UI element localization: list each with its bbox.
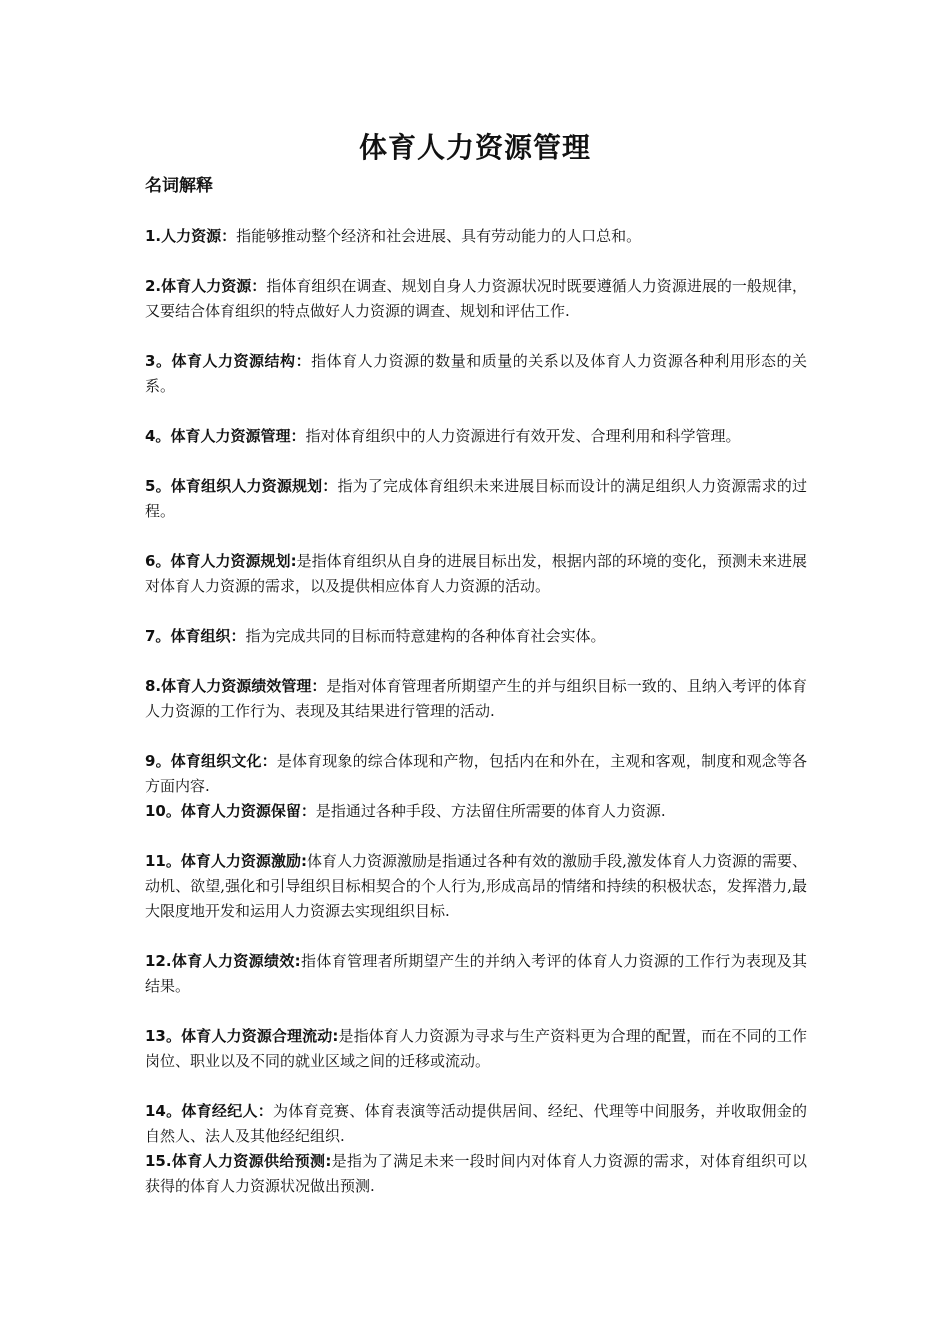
entry-term: 10。体育人力资源保留： [145,802,316,820]
entry-term: 2.体育人力资源： [145,277,267,295]
entry-term: 1.人力资源： [145,227,237,245]
entry-definition: 指体育管理者所期望产生的并纳入考评的体育人力资源的工作行为表现及其结果。 [145,952,807,995]
entry-definition: 是指对体育管理者所期望产生的并与组织目标一致的、且纳入考评的体育人力资源的工作行为、表现及其结果进行管理的活动. [145,677,807,720]
definition-entry-8 [145,674,807,724]
definition-entry-7 [145,624,807,649]
definition-entry-3 [145,349,807,399]
entry-definition: 体育人力资源激励是指通过各种有效的激励手段,激发体育人力资源的需要、动机、欲望,强化和引导组织目标相契合的个人行为,形成高昂的情绪和持续的积极状态，发挥潜力,最大限度地开发和运用人力资源去实现组织目标. [145,852,807,920]
entry-definition: 指能够推动整个经济和社会进展、具有劳动能力的人口总和。 [236,227,642,245]
definition-entry-11 [145,849,807,924]
definition-entry-10 [145,799,807,824]
entry-term: 15.体育人力资源供给预测: [145,1152,332,1170]
entry-definition: 是指为了满足未来一段时间内对体育人力资源的需求，对体育组织可以获得的体育人力资源状况做出预测. [145,1152,807,1195]
entry-term: 5。体育组织人力资源规划： [145,477,338,495]
entry-definition: 指体育人力资源的数量和质量的关系以及体育人力资源各种利用形态的关系。 [145,352,807,395]
entry-term: 3。体育人力资源结构： [145,352,312,370]
definition-entry-14 [145,1099,807,1149]
document-title: 体育人力资源管理 [358,131,591,164]
definition-entry-6 [145,549,807,599]
entry-definition: 是指体育组织从自身的进展目标出发，根据内部的环境的变化，预测未来进展对体育人力资源的需求，以及提供相应体育人力资源的活动。 [145,552,808,595]
entry-term: 8.体育人力资源绩效管理： [145,677,327,695]
entry-term: 9。体育组织文化： [145,752,277,770]
entry-term: 6。体育人力资源规划: [145,552,297,570]
definition-entry-13 [145,1024,807,1074]
entry-definition: 指体育组织在调查、规划自身人力资源状况时既要遵循人力资源进展的一般规律，又要结合体育组织的特点做好人力资源的调查、规划和评估工作. [145,277,807,320]
entry-definition: 指为了完成体育组织未来进展目标而设计的满足组织人力资源需求的过程。 [145,477,807,520]
entry-definition: 指为完成共同的目标而特意建构的各种体育社会实体。 [245,627,606,645]
definition-entry-1 [145,224,807,249]
entry-definition: 指对体育组织中的人力资源进行有效开发、合理利用和科学管理。 [305,427,741,445]
entry-definition: 是指通过各种手段、方法留住所需要的体育人力资源. [315,802,666,820]
definition-entry-4 [145,424,807,449]
entry-term: 13。体育人力资源合理流动: [145,1027,339,1045]
definition-entry-15 [145,1149,807,1199]
entry-definition: 是体育现象的综合体现和产物，包括内在和外在，主观和客观，制度和观念等各方面内容. [145,752,807,795]
entry-term: 14。体育经纪人： [145,1102,273,1120]
definition-entry-2 [145,274,807,324]
entry-definition: 是指体育人力资源为寻求与生产资料更为合理的配置，而在不同的工作岗位、职业以及不同的就业区域之间的迁移或流动。 [145,1027,808,1070]
section-heading: 名词解释 [145,176,213,196]
definition-list [145,224,807,1199]
entry-definition: 为体育竞赛、体育表演等活动提供居间、经纪、代理等中间服务，并收取佣金的自然人、法人及其他经纪组织. [145,1102,807,1145]
definition-entry-12 [145,949,807,999]
entry-term: 4。体育人力资源管理： [145,427,306,445]
definition-entry-5 [145,474,807,524]
entry-term: 12.体育人力资源绩效: [145,952,301,970]
entry-term: 11。体育人力资源激励: [145,852,307,870]
definition-entry-9 [145,749,807,799]
entry-term: 7。体育组织： [145,627,246,645]
